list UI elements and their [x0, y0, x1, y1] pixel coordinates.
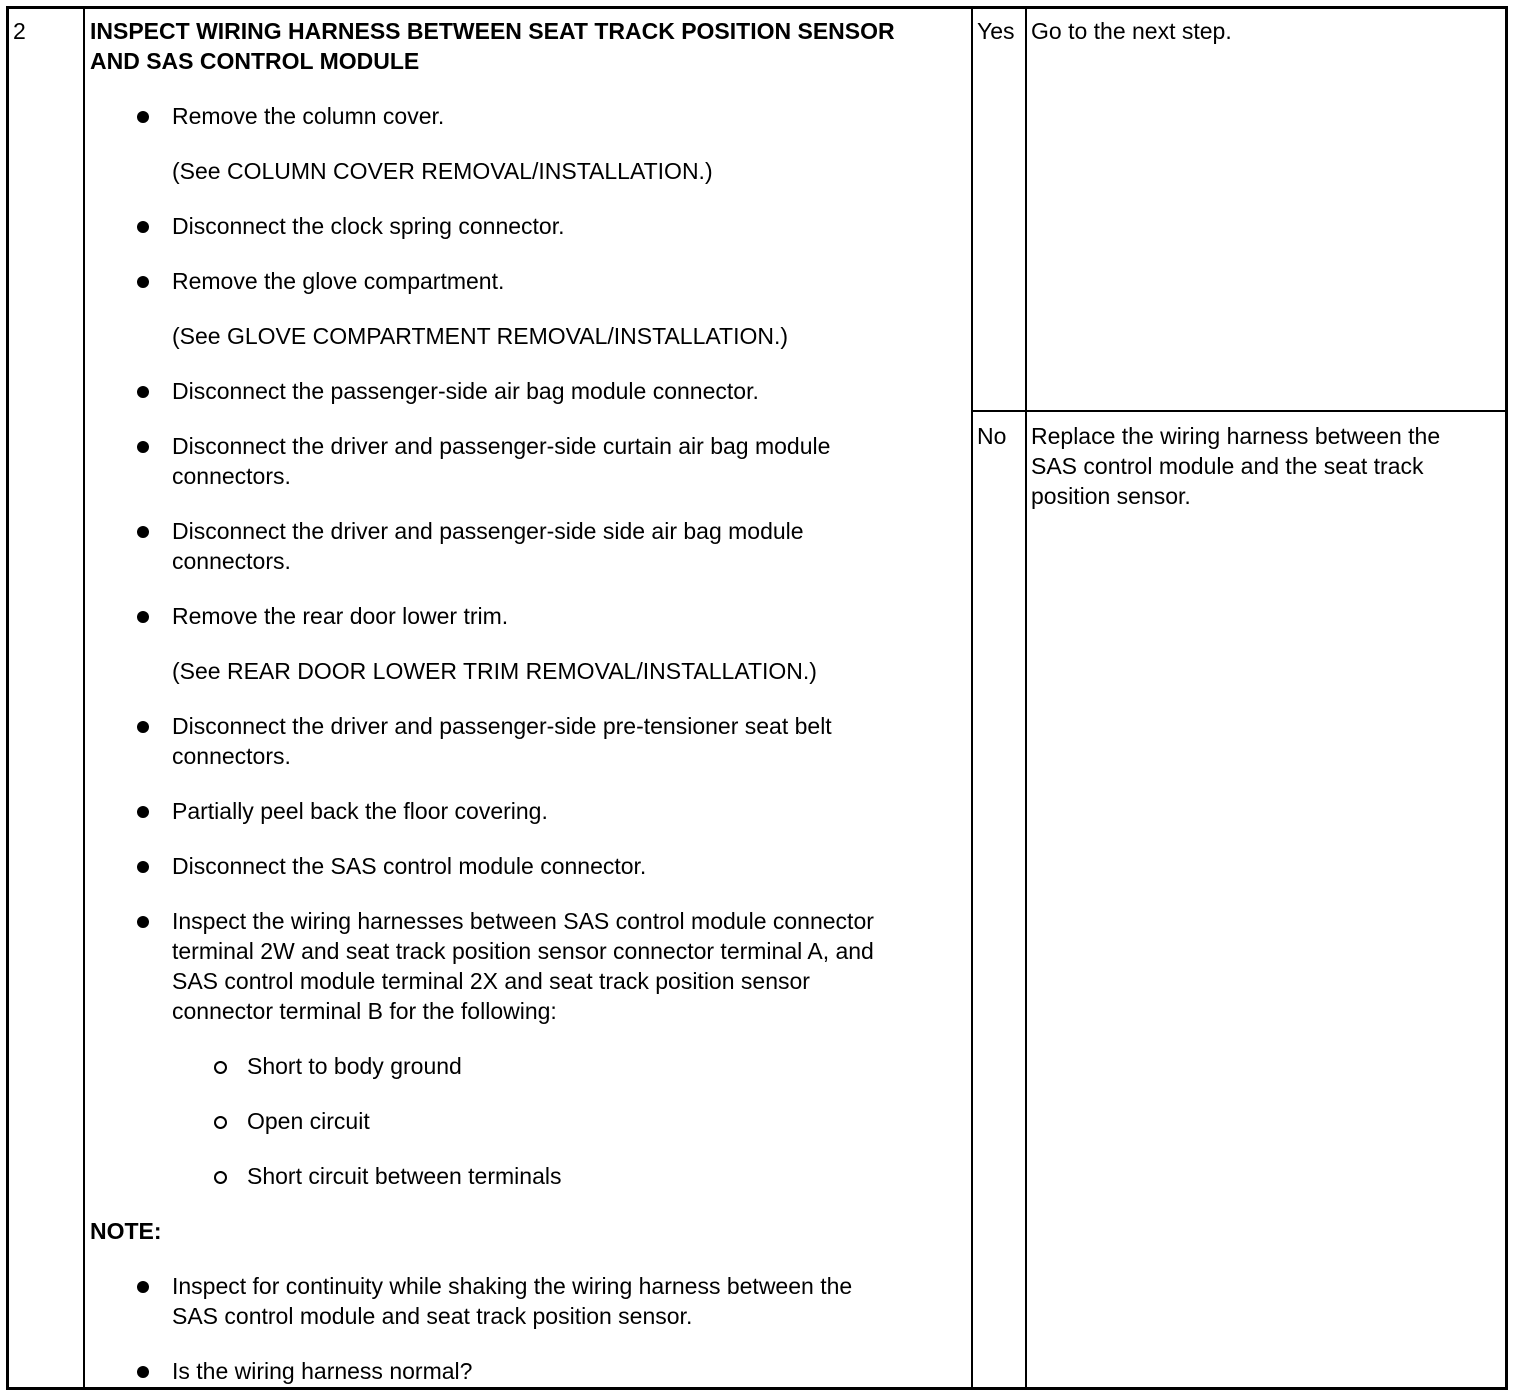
sub-list-item [247, 1106, 370, 1136]
result-action-yes [1031, 16, 1232, 46]
action-line: SAS control module and the seat track [1031, 453, 1424, 479]
list-item [172, 516, 804, 576]
reference-text [172, 321, 788, 351]
step-title [90, 16, 895, 76]
reference-text [172, 156, 713, 186]
item-line: Short circuit between terminals [247, 1163, 562, 1189]
item-line: Partially peel back the floor covering. [172, 798, 548, 824]
item-line: Open circuit [247, 1108, 370, 1134]
sub-list-item [247, 1161, 561, 1191]
list-item [172, 266, 504, 296]
bullet-icon [137, 861, 149, 873]
column-divider [971, 9, 973, 1387]
bullet-icon [137, 441, 149, 453]
step-title-line: INSPECT WIRING HARNESS BETWEEN SEAT TRACK POSITION SENSOR [90, 18, 895, 44]
item-line: (See COLUMN COVER REMOVAL/INSTALLATION.) [172, 158, 713, 184]
step-title-line: AND SAS CONTROL MODULE [90, 48, 420, 74]
item-line: connector terminal B for the following: [172, 998, 557, 1024]
bullet-icon [137, 386, 149, 398]
item-line: SAS control module and seat track position sensor. [172, 1303, 693, 1329]
item-line: Disconnect the clock spring connector. [172, 213, 565, 239]
bullet-icon [137, 1281, 149, 1293]
row-divider [971, 410, 1505, 412]
list-item [172, 796, 548, 826]
item-line: Short to body ground [247, 1053, 462, 1079]
item-line: Disconnect the passenger-side air bag module connector. [172, 378, 759, 404]
column-divider [1025, 9, 1027, 1387]
bullet-icon [137, 916, 149, 928]
result-action-no [1031, 421, 1440, 511]
bullet-icon [137, 221, 149, 233]
list-item [172, 906, 874, 1026]
bullet-icon [137, 276, 149, 288]
item-line: Remove the rear door lower trim. [172, 603, 509, 629]
item-line: SAS control module terminal 2X and seat track position sensor [172, 968, 810, 994]
bullet-icon [137, 806, 149, 818]
item-line: Remove the glove compartment. [172, 268, 505, 294]
list-item [172, 601, 508, 631]
inspection-step-table [6, 6, 1508, 1390]
item-line: connectors. [172, 463, 291, 489]
sub-list-item [247, 1051, 462, 1081]
bullet-icon [137, 111, 149, 123]
item-line: Inspect for continuity while shaking the wiring harness between the [172, 1273, 853, 1299]
bullet-icon [137, 611, 149, 623]
list-item [172, 101, 444, 131]
circle-bullet-icon [214, 1061, 227, 1074]
item-line: Inspect the wiring harnesses between SAS control module connector [172, 908, 874, 934]
action-line: Go to the next step. [1031, 18, 1232, 44]
reference-text [172, 656, 817, 686]
circle-bullet-icon [214, 1171, 227, 1184]
item-line: Is the wiring harness normal? [172, 1358, 473, 1384]
item-line: Disconnect the driver and passenger-side curtain air bag module [172, 433, 831, 459]
list-item [172, 1356, 472, 1386]
item-line: connectors. [172, 743, 291, 769]
list-item [172, 711, 832, 771]
item-line: terminal 2W and seat track position sensor connector terminal A, and [172, 938, 874, 964]
item-line: Remove the column cover. [172, 103, 445, 129]
result-answer-no: No [977, 423, 1007, 449]
result-answer-yes: Yes [977, 18, 1015, 44]
circle-bullet-icon [214, 1116, 227, 1129]
item-line: Disconnect the driver and passenger-side side air bag module [172, 518, 804, 544]
action-line: position sensor. [1031, 483, 1191, 509]
item-line: connectors. [172, 548, 291, 574]
action-line: Replace the wiring harness between the [1031, 423, 1441, 449]
item-line: Disconnect the driver and passenger-side pre-tensioner seat belt [172, 713, 832, 739]
item-line: (See GLOVE COMPARTMENT REMOVAL/INSTALLATION.) [172, 323, 789, 349]
list-item [172, 376, 759, 406]
bullet-icon [137, 721, 149, 733]
bullet-icon [137, 526, 149, 538]
list-item [172, 431, 830, 491]
list-item [172, 1271, 852, 1331]
item-line: (See REAR DOOR LOWER TRIM REMOVAL/INSTALLATION.) [172, 658, 817, 684]
list-item [172, 211, 564, 241]
list-item [172, 851, 646, 881]
note-label [90, 1216, 162, 1246]
bullet-icon [137, 1366, 149, 1378]
item-line: NOTE: [90, 1218, 162, 1244]
column-divider [83, 9, 85, 1387]
step-number: 2 [13, 18, 26, 44]
item-line: Disconnect the SAS control module connector. [172, 853, 647, 879]
